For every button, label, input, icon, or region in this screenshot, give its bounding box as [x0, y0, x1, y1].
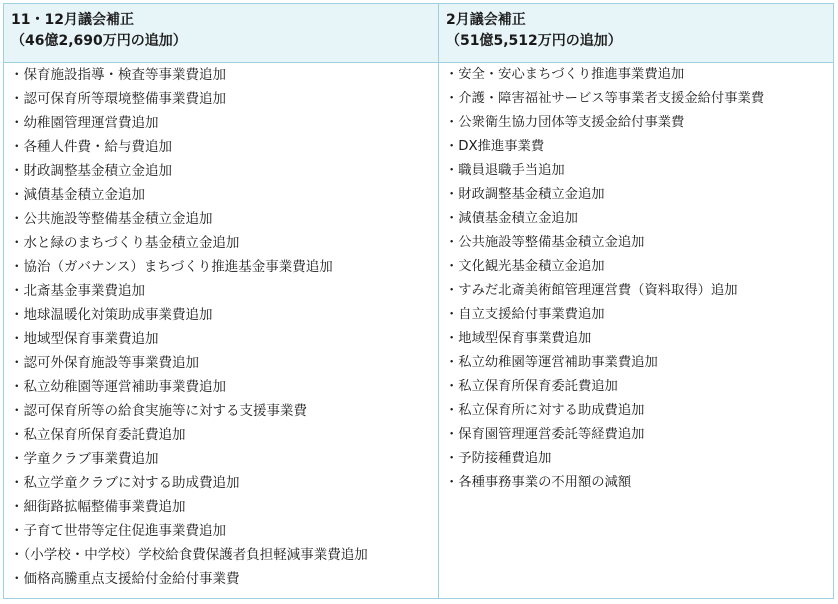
list-item: ・ 認可保育所等環境整備事業費追加 [4, 87, 438, 111]
table-body-row [4, 63, 834, 599]
list-item: ・ 財政調整基金積立金追加 [439, 183, 833, 207]
list-item: ・ 予防接種費追加 [439, 447, 833, 471]
list-item: ・ 職員退職手当追加 [439, 159, 833, 183]
list-item: ・ 私立幼稚園等運営補助事業費追加 [4, 375, 438, 399]
list-item: ・ 地域型保育事業費追加 [4, 327, 438, 351]
list-item: ・ 地球温暖化対策助成事業費追加 [4, 303, 438, 327]
list-item: ・ 減債基金積立金追加 [4, 183, 438, 207]
list-item: ・ 各種人件費・給与費追加 [4, 135, 438, 159]
list-item: ・ 学童クラブ事業費追加 [4, 447, 438, 471]
list-item: ・ 私立保育所保育委託費追加 [439, 375, 833, 399]
list-item: ・ 介護・障害福祉サービス等事業者支援金給付事業費 [439, 87, 833, 111]
right-column-subtitle: （51億5,512万円の追加） [446, 33, 622, 49]
list-item: ・ 私立幼稚園等運営補助事業費追加 [439, 351, 833, 375]
left-column-subtitle: （46億2,690万円の追加） [11, 33, 187, 49]
list-item: ・ 認可保育所等の給食実施等に対する支援事業費 [4, 399, 438, 423]
list-item: ・ 協治（ガバナンス）まちづくり推進基金事業費追加 [4, 255, 438, 279]
right-column-header [439, 4, 834, 63]
list-item: ・ 地域型保育事業費追加 [439, 327, 833, 351]
list-item: ・ 北斎基金事業費追加 [4, 279, 438, 303]
table-header-row [4, 4, 834, 63]
left-column-header [4, 4, 439, 63]
list-item: ・ 財政調整基金積立金追加 [4, 159, 438, 183]
list-item: ・ 私立保育所保育委託費追加 [4, 423, 438, 447]
list-item: ・ 認可外保育施設等事業費追加 [4, 351, 438, 375]
list-item: ・ 細街路拡幅整備事業費追加 [4, 495, 438, 519]
list-item: ・ 幼稚園管理運営費追加 [4, 111, 438, 135]
right-column-title: 2月議会補正 [446, 12, 526, 28]
list-item: ・ （小学校・中学校）学校給食費保護者負担軽減事業費追加 [4, 543, 438, 567]
list-item: ・ 私立保育所に対する助成費追加 [439, 399, 833, 423]
supplementary-budget-table [3, 3, 834, 599]
list-item: ・ 価格高騰重点支援給付金給付事業費 [4, 567, 438, 591]
left-items-list [4, 63, 438, 591]
list-item: ・ 私立学童クラブに対する助成費追加 [4, 471, 438, 495]
list-item: ・ DX推進事業費 [439, 135, 833, 159]
right-items-list [439, 63, 833, 495]
list-item: ・ 水と緑のまちづくり基金積立金追加 [4, 231, 438, 255]
list-item: ・ 公共施設等整備基金積立金追加 [4, 207, 438, 231]
list-item: ・ 公衆衛生協力団体等支援金給付事業費 [439, 111, 833, 135]
list-item: ・ 公共施設等整備基金積立金追加 [439, 231, 833, 255]
list-item: ・ 各種事務事業の不用額の減額 [439, 471, 833, 495]
list-item: ・ 減債基金積立金追加 [439, 207, 833, 231]
list-item: ・ すみだ北斎美術館管理運営費（資料取得）追加 [439, 279, 833, 303]
list-item: ・ 子育て世帯等定住促進事業費追加 [4, 519, 438, 543]
list-item: ・ 安全・安心まちづくり推進事業費追加 [439, 63, 833, 87]
left-column-title: 11・12月議会補正 [11, 12, 134, 28]
list-item: ・ 文化観光基金積立金追加 [439, 255, 833, 279]
right-items-cell [439, 63, 834, 599]
left-items-cell [4, 63, 439, 599]
list-item: ・ 保育園管理運営委託等経費追加 [439, 423, 833, 447]
list-item: ・ 保育施設指導・検査等事業費追加 [4, 63, 438, 87]
list-item: ・ 自立支援給付事業費追加 [439, 303, 833, 327]
